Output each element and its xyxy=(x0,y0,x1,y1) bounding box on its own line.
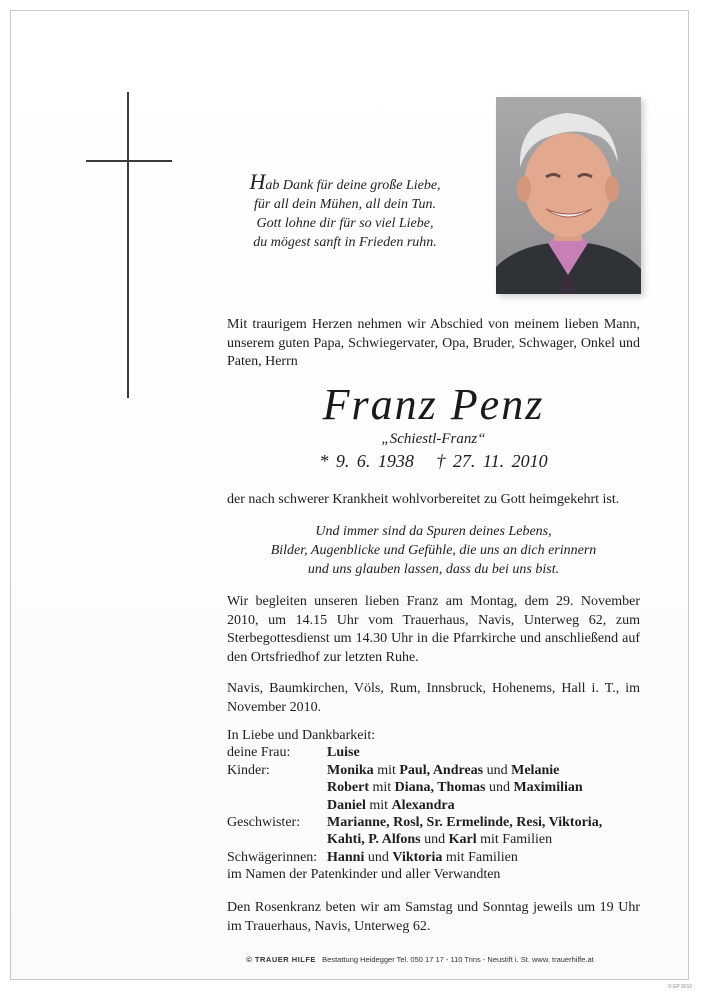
relative-name: Maximilian xyxy=(513,780,583,796)
cross-vertical-bar xyxy=(127,92,129,398)
poem-line-3: Gott lohne dir für so viel Liebe, xyxy=(256,216,434,231)
connector: und xyxy=(364,849,393,865)
family-row-children-1 xyxy=(227,762,647,779)
poem-initial: H xyxy=(249,169,266,194)
family-row-children-2 xyxy=(227,779,647,796)
connector: und xyxy=(483,762,512,778)
verse-line-2: Bilder, Augenblicke und Gefühle, die uns an dich erinnern xyxy=(270,543,597,558)
wife-name: Luise xyxy=(327,745,360,761)
footer-brand: © TRAUER HILFE xyxy=(246,955,316,964)
funeral-paragraph: Wir begleiten unseren lieben Franz am Montag, dem 29. November 2010, um 14.15 Uhr vom Trauerhaus, Navis, Unterweg 62, zum Sterbegottesdienst um 14.30 Uhr in die Pfarrkirche und anschließend auf den Ortsfriedhof zur letzten Ruhe. xyxy=(227,594,640,665)
cross-icon xyxy=(86,92,172,398)
memorial-poem xyxy=(210,169,480,252)
death-date: † 27. 11. 2010 xyxy=(436,451,548,471)
connector: und xyxy=(485,780,514,796)
deceased-name: Franz Penz xyxy=(322,380,545,429)
cross-horizontal-bar xyxy=(86,160,172,162)
family-row-siblings-1 xyxy=(227,814,647,831)
place-date-paragraph: Navis, Baumkirchen, Völs, Rum, Innsbruck, Hohenems, Hall i. T., im November 2010. xyxy=(227,681,640,715)
memorial-verse xyxy=(227,522,640,579)
children-label: Kinder: xyxy=(227,762,270,778)
connector: mit xyxy=(365,797,392,813)
verse-line-3: und uns glauben lassen, dass du bei uns bist. xyxy=(307,562,560,577)
family-closing: im Namen der Patenkinder und aller Verwandten xyxy=(227,867,501,883)
sibling-names: Kahti, P. Alfons xyxy=(327,832,421,848)
family-row-wife xyxy=(227,744,647,761)
wife-label: deine Frau: xyxy=(227,745,291,761)
portrait-photo xyxy=(496,97,641,294)
sibling-name: Karl xyxy=(448,832,477,848)
birth-date: * 9. 6. 1938 xyxy=(319,451,414,471)
relative-names: Diana, Thomas xyxy=(394,780,486,796)
family-row-siblings-2 xyxy=(227,831,647,848)
family-row-inlaws xyxy=(227,849,647,866)
relative-name: Alexandra xyxy=(391,797,455,813)
poem-line-2: für all dein Mühen, all dein Tun. xyxy=(254,197,436,212)
child-name: Robert xyxy=(327,780,369,796)
sibling-names: Marianne, Rosl, Sr. Ermelinde, Resi, Viktoria, xyxy=(327,815,603,831)
poem-line-1 xyxy=(210,169,480,195)
verse-line-1: Und immer sind da Spuren deines Lebens, xyxy=(315,524,552,539)
footer-details: Bestattung Heidegger Tel. 050 17 17 - 110 Trins - Neustift i. St. www. trauerhilfe.at xyxy=(322,955,594,964)
connector: mit xyxy=(369,780,395,796)
inlaws-label: Schwägerinnen: xyxy=(227,849,318,865)
poem-line-1-text: ab Dank für deine große Liebe, xyxy=(265,178,441,193)
deceased-nickname: „Schiestl-Franz“ xyxy=(381,431,486,447)
life-dates xyxy=(227,450,640,472)
connector: mit xyxy=(373,762,400,778)
poem-line-4: du mögest sanft in Frieden ruhn. xyxy=(253,235,437,250)
relative-names: Paul, Andreas xyxy=(399,762,484,778)
family-row-children-3 xyxy=(227,797,647,814)
family-heading: In Liebe und Dankbarkeit: xyxy=(227,728,376,743)
print-code: © EP 9010 xyxy=(668,984,693,990)
inlaw-name: Viktoria xyxy=(392,849,443,865)
siblings-label: Geschwister: xyxy=(227,815,301,831)
intro-paragraph: Mit traurigem Herzen nehmen wir Abschied von meinem lieben Mann, unserem guten Papa, Schwiegervater, Opa, Bruder, Schwager, Onkel und Paten, Herrn xyxy=(227,317,640,369)
footer-bar xyxy=(200,955,640,964)
relative-name: Melanie xyxy=(511,762,560,778)
connector: und xyxy=(420,832,449,848)
passed-paragraph: der nach schwerer Krankheit wohlvorbereitet zu Gott heimgekehrt ist. xyxy=(227,492,620,507)
connector: mit Familien xyxy=(442,849,518,865)
connector: mit Familien xyxy=(476,832,553,848)
inlaw-name: Hanni xyxy=(327,849,365,865)
family-list xyxy=(227,727,647,884)
child-name: Monika xyxy=(327,762,374,778)
child-name: Daniel xyxy=(327,797,366,813)
rosary-paragraph: Den Rosenkranz beten wir am Samstag und Sonntag jeweils um 19 Uhr im Trauerhaus, Navis, Unterweg 62. xyxy=(227,900,640,934)
